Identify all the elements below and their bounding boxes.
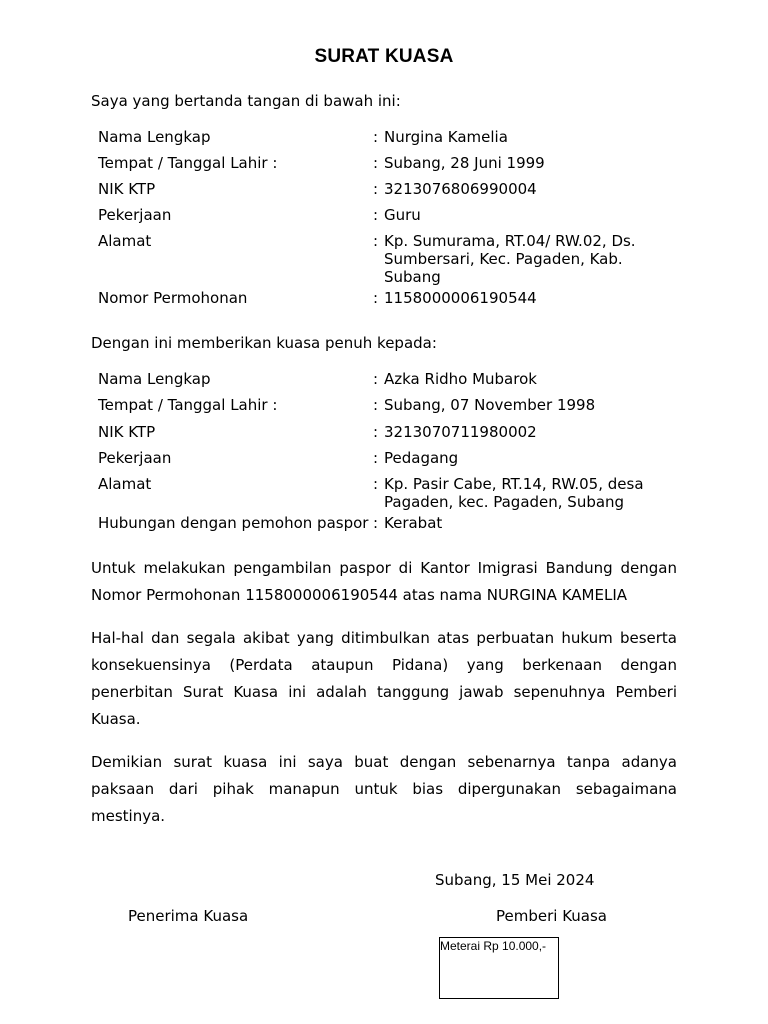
kuasa-intro-text: Dengan ini memberikan kuasa penuh kepada: xyxy=(91,334,437,352)
field-colon: : xyxy=(373,232,379,250)
field-value: Kerabat xyxy=(384,514,443,532)
field-label: Tempat / Tanggal Lahir : xyxy=(98,154,278,172)
penerima-kuasa-label: Penerima Kuasa xyxy=(128,907,249,925)
intro-text: Saya yang bertanda tangan di bawah ini: xyxy=(91,92,401,110)
meterai-stamp-box xyxy=(439,937,559,999)
place-date: Subang, 15 Mei 2024 xyxy=(435,871,595,889)
field-value: Kp. Sumurama, RT.04/ RW.02, Ds. Sumbersari, Kec. Pagaden, Kab. Subang xyxy=(384,232,636,286)
field-value: Subang, 07 November 1998 xyxy=(384,396,596,414)
field-label: Alamat xyxy=(98,475,152,493)
paragraph-closing: Demikian surat kuasa ini saya buat dengan sebenarnya tanpa adanya paksaan dari pihak manapun untuk bias dipergunakan sebagaimana mestinya. xyxy=(91,753,677,825)
field-value: Kp. Pasir Cabe, RT.14, RW.05, desa Pagaden, kec. Pagaden, Subang xyxy=(384,475,644,511)
pemberi-kuasa-label: Pemberi Kuasa xyxy=(496,907,607,925)
field-label: Nama Lengkap xyxy=(98,128,211,146)
field-colon: : xyxy=(373,449,379,467)
field-value: 1158000006190544 xyxy=(384,289,537,307)
field-colon: : xyxy=(373,370,379,388)
field-value: Pedagang xyxy=(384,449,459,467)
field-label: NIK KTP xyxy=(98,423,156,441)
paragraph-purpose: Untuk melakukan pengambilan paspor di Kantor Imigrasi Bandung dengan Nomor Permohonan 1158000006190544 atas nama NURGINA KAMELIA xyxy=(91,559,677,604)
field-label: Pekerjaan xyxy=(98,449,172,467)
document-title: SURAT KUASA xyxy=(314,46,454,67)
meterai-label: Meterai Rp 10.000,- xyxy=(440,939,547,953)
field-label: NIK KTP xyxy=(98,180,156,198)
field-colon: : xyxy=(373,423,379,441)
field-colon: : xyxy=(373,154,379,172)
field-label: Pekerjaan xyxy=(98,206,172,224)
field-colon: : xyxy=(373,128,379,146)
field-label: Hubungan dengan pemohon paspor xyxy=(98,514,369,532)
field-value: 3213076806990004 xyxy=(384,180,537,198)
field-label: Tempat / Tanggal Lahir : xyxy=(98,396,278,414)
field-colon: : xyxy=(373,180,379,198)
field-colon: : xyxy=(373,396,379,414)
field-label: Alamat xyxy=(98,232,152,250)
field-colon: : xyxy=(373,206,379,224)
field-value: Subang, 28 Juni 1999 xyxy=(384,154,545,172)
field-value: Guru xyxy=(384,206,421,224)
field-colon: : xyxy=(373,289,379,307)
field-value: Azka Ridho Mubarok xyxy=(384,370,537,388)
field-value: 3213070711980002 xyxy=(384,423,537,441)
field-value: Nurgina Kamelia xyxy=(384,128,508,146)
field-label: Nama Lengkap xyxy=(98,370,211,388)
field-label: Nomor Permohonan xyxy=(98,289,248,307)
field-colon: : xyxy=(373,475,379,493)
paragraph-responsibility: Hal-hal dan segala akibat yang ditimbulkan atas perbuatan hukum beserta konsekuensinya (Perdata ataupun Pidana) yang berkenaan dengan penerbitan Surat Kuasa ini adalah tanggung jawab sepenuhnya Pemberi Kuasa. xyxy=(91,629,677,728)
field-colon: : xyxy=(373,514,379,532)
